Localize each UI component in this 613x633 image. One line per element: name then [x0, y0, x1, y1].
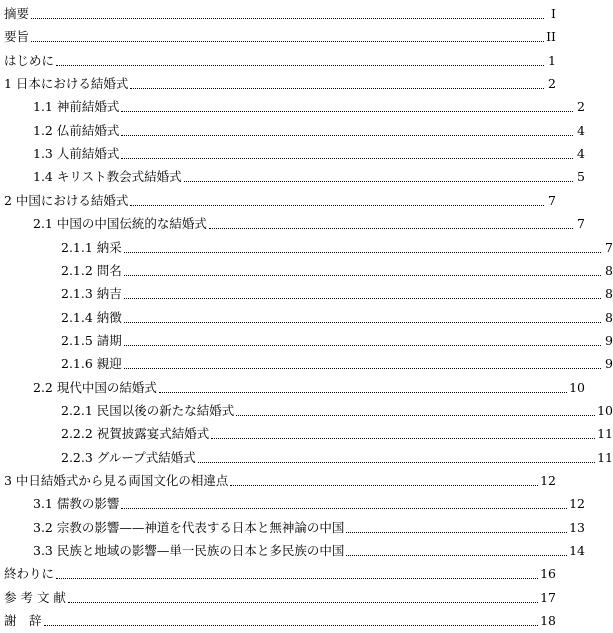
toc-entry-title: はじめに — [4, 52, 55, 68]
toc-page-number: 4 — [577, 146, 585, 162]
toc-entry[interactable] — [0, 516, 585, 536]
dot-leader — [68, 602, 538, 603]
dot-leader — [230, 485, 538, 486]
toc-entry[interactable] — [0, 259, 613, 279]
dot-leader — [130, 88, 544, 89]
toc-page-number: 11 — [597, 426, 613, 442]
toc-page-number: 5 — [577, 169, 585, 185]
toc-page-number: II — [546, 29, 556, 45]
dot-leader — [124, 345, 601, 346]
toc-entry-title: 要旨 — [4, 29, 30, 45]
dot-leader — [198, 462, 595, 463]
dot-leader — [31, 18, 544, 19]
dot-leader — [236, 415, 595, 416]
toc-page-number: 12 — [540, 473, 556, 488]
dot-leader — [56, 65, 544, 66]
toc-page-number: 2 — [548, 76, 556, 92]
toc-entry-title: 3 中日結婚式から見る両国文化の相違点 — [4, 473, 229, 488]
toc-entry-title: 2.1 中国の中国伝統的な結婚式 — [33, 216, 207, 232]
toc-entry[interactable] — [0, 189, 556, 209]
toc-page-number: I — [551, 6, 556, 21]
toc-entry-title: 3.1 儒教の影響 — [33, 496, 120, 512]
toc-entry[interactable] — [0, 2, 556, 22]
dot-leader — [121, 158, 573, 159]
toc-page-number: 9 — [605, 332, 613, 348]
toc-entry-title: 2.1.3 納吉 — [61, 286, 122, 302]
toc-entry[interactable] — [0, 142, 585, 162]
toc-entry-title: 終わりに — [4, 566, 55, 582]
toc-entry[interactable] — [0, 399, 613, 419]
toc-entry[interactable] — [0, 25, 556, 45]
toc-page-number: 11 — [597, 449, 613, 465]
toc-page-number: 13 — [569, 519, 585, 535]
toc-entry-title: 2 中国における結婚式 — [4, 192, 129, 208]
dot-leader — [346, 532, 567, 533]
toc-page-number: 7 — [605, 239, 613, 255]
toc-page-number: 7 — [577, 216, 585, 232]
toc-entry-title: 3.2 宗教の影響——神道を代表する日本と無神論の中国 — [33, 519, 345, 535]
toc-page-number: 10 — [597, 402, 613, 418]
toc-entry-title: 3.3 民族と地域の影響—単一民族の日本と多民族の中国 — [33, 543, 345, 559]
toc-entry[interactable] — [0, 212, 585, 232]
dot-leader — [121, 111, 573, 112]
toc-page-number: 1 — [548, 52, 556, 68]
dot-leader — [31, 41, 544, 42]
toc-entry[interactable] — [0, 72, 556, 92]
toc-entry[interactable] — [0, 165, 585, 185]
dot-leader — [121, 135, 573, 136]
dot-leader — [56, 578, 538, 579]
toc-entry-title: 2.1.2 問名 — [61, 262, 122, 278]
toc-entry-title: 摘要 — [4, 6, 30, 21]
toc-entry[interactable] — [0, 119, 585, 139]
toc-entry[interactable] — [0, 609, 556, 629]
toc-page-number: 16 — [540, 566, 556, 582]
toc-entry-title: 1.4 キリスト教会式結婚式 — [33, 169, 182, 185]
toc-entry[interactable] — [0, 282, 613, 302]
toc-entry[interactable] — [0, 236, 613, 256]
toc-page-number: 10 — [569, 379, 585, 395]
toc-entry[interactable] — [0, 469, 556, 489]
toc-page-number: 12 — [569, 496, 585, 512]
dot-leader — [124, 298, 601, 299]
toc-entry[interactable] — [0, 586, 556, 606]
dot-leader — [44, 625, 539, 626]
toc-entry-title: 2.2 現代中国の結婚式 — [33, 379, 157, 395]
toc-page-number: 4 — [577, 122, 585, 138]
dot-leader — [209, 228, 573, 229]
dot-leader — [159, 392, 567, 393]
toc-entry-title: 参 考 文 献 — [4, 589, 66, 605]
toc-entry-title: 2.1.6 親迎 — [61, 356, 122, 372]
toc-entry-title: 1.3 人前結婚式 — [33, 146, 120, 162]
toc-page-number: 9 — [605, 356, 613, 372]
dot-leader — [124, 368, 601, 369]
toc-entry-title: 1.2 仏前結婚式 — [33, 122, 120, 138]
toc-entry-title: 1 日本における結婚式 — [4, 76, 129, 92]
dot-leader — [184, 181, 573, 182]
toc-page-number: 14 — [569, 543, 585, 559]
toc-entry[interactable] — [0, 446, 613, 466]
toc-entry-title: 2.2.2 祝賀披露宴式結婚式 — [61, 426, 210, 442]
toc-page-number: 8 — [605, 262, 613, 278]
toc-entry-title: 2.1.5 請期 — [61, 332, 122, 348]
toc-entry-title: 2.2.1 民国以後の新たな結婚式 — [61, 402, 235, 418]
toc-entry[interactable] — [0, 49, 556, 69]
toc-page-number: 18 — [540, 613, 556, 629]
toc-entry-title: 2.1.1 納采 — [61, 239, 122, 255]
toc-entry[interactable] — [0, 329, 613, 349]
toc-page-number: 8 — [605, 286, 613, 302]
dot-leader — [121, 508, 567, 509]
toc-entry[interactable] — [0, 422, 613, 442]
toc-entry[interactable] — [0, 376, 585, 396]
toc-page-number: 17 — [540, 589, 556, 605]
toc-entry[interactable] — [0, 95, 585, 115]
dot-leader — [124, 322, 601, 323]
toc-page-number: 7 — [548, 192, 556, 208]
toc-entry[interactable] — [0, 562, 556, 582]
dot-leader — [124, 252, 601, 253]
dot-leader — [130, 205, 544, 206]
toc-entry[interactable] — [0, 352, 613, 372]
toc-entry[interactable] — [0, 492, 585, 512]
dot-leader — [124, 275, 601, 276]
dot-leader — [346, 555, 567, 556]
toc-entry[interactable] — [0, 539, 585, 559]
toc-entry-title: 謝 辞 — [4, 613, 42, 629]
toc-page-number: 8 — [605, 309, 613, 325]
toc-page-number: 2 — [577, 99, 585, 115]
toc-entry-title: 2.2.3 グループ式結婚式 — [61, 449, 196, 465]
dot-leader — [211, 438, 595, 439]
toc-entry[interactable] — [0, 306, 613, 326]
toc-entry-title: 2.1.4 納徴 — [61, 309, 122, 325]
toc-entry-title: 1.1 神前結婚式 — [33, 99, 120, 115]
